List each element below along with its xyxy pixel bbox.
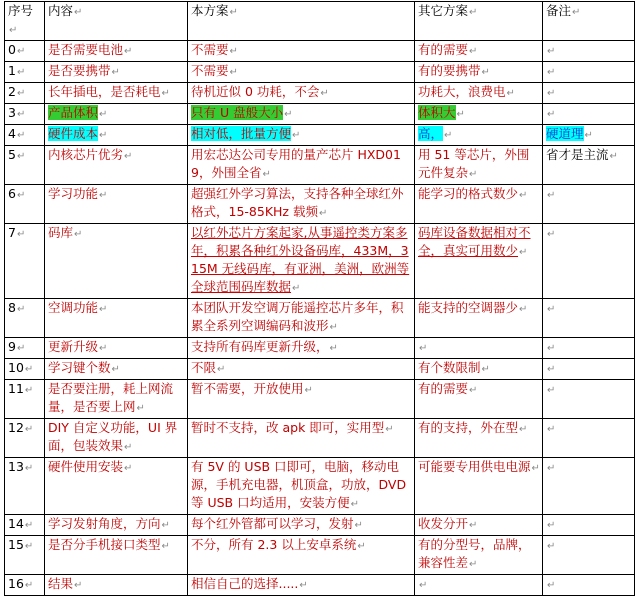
cell-text: 支持所有码库更新升级，: [191, 339, 329, 354]
cell-text: 有的需要: [418, 42, 469, 57]
table-row: [5, 104, 635, 125]
row-item: [45, 458, 188, 515]
paragraph-mark-icon: ↵: [124, 46, 133, 57]
row-other-solution: [415, 536, 543, 575]
cell-text: 7: [8, 225, 16, 240]
row-our-solution: [188, 125, 415, 146]
row-other-solution: [415, 458, 543, 515]
paragraph-mark-icon: ↵: [74, 7, 83, 18]
cell-text: 1: [8, 63, 16, 78]
row-our-solution: [188, 359, 415, 380]
table-row: [5, 185, 635, 224]
paragraph-mark-icon: ↵: [584, 130, 593, 141]
paragraph-mark-icon: ↵: [481, 364, 490, 375]
cell-text: 产品体积: [48, 105, 99, 120]
paragraph-mark-icon: ↵: [16, 304, 26, 315]
row-number: [5, 62, 45, 83]
row-item: [45, 338, 188, 359]
cell-text: 能学习的格式数少: [418, 186, 519, 201]
paragraph-mark-icon: ↵: [469, 169, 478, 180]
cell-text: 11: [8, 381, 24, 396]
row-number: [5, 536, 45, 575]
table-row: [5, 299, 635, 338]
cell-text: 是否分手机接口类型: [48, 537, 161, 552]
paragraph-mark-icon: ↵: [357, 541, 366, 552]
table-row: [5, 62, 635, 83]
paragraph-mark-icon: ↵: [136, 403, 145, 414]
paragraph-mark-icon: ↵: [519, 190, 528, 201]
row-note: [543, 41, 635, 62]
paragraph-mark-icon: ↵: [304, 385, 313, 396]
row-other-solution: [415, 338, 543, 359]
paragraph-mark-icon: ↵: [111, 364, 120, 375]
paragraph-mark-icon: ↵: [16, 130, 26, 141]
row-note: [543, 458, 635, 515]
table-row: [5, 41, 635, 62]
paragraph-mark-icon: ↵: [547, 364, 556, 375]
row-number: [5, 83, 45, 104]
paragraph-mark-icon: ↵: [469, 559, 478, 570]
row-our-solution: [188, 536, 415, 575]
paragraph-mark-icon: ↵: [16, 151, 26, 162]
cell-text: 体积大: [418, 105, 456, 120]
cell-text: 有 5V 的 USB 口即可，电脑，移动电源，手机充电器，机顶盒，功放，DVD 等 USB 口均适用，安装方便: [191, 459, 407, 510]
paragraph-mark-icon: ↵: [519, 304, 528, 315]
row-our-solution: [188, 62, 415, 83]
row-item: [45, 185, 188, 224]
cell-text: 省才是主流: [546, 147, 609, 162]
comparison-table: [4, 1, 635, 596]
row-number: [5, 146, 45, 185]
paragraph-mark-icon: ↵: [16, 229, 26, 240]
row-other-solution: [415, 41, 543, 62]
paragraph-mark-icon: ↵: [99, 343, 108, 354]
cell-text: 是否要注册，耗上网流量，是否要上网: [48, 381, 174, 414]
paragraph-mark-icon: ↵: [547, 343, 556, 354]
paragraph-mark-icon: ↵: [519, 247, 528, 258]
row-our-solution: [188, 146, 415, 185]
paragraph-mark-icon: ↵: [161, 541, 170, 552]
row-our-solution: [188, 104, 415, 125]
row-our-solution: [188, 419, 415, 458]
cell-text: 不限: [191, 360, 217, 375]
paragraph-mark-icon: ↵: [229, 67, 238, 78]
paragraph-mark-icon: ↵: [547, 463, 556, 474]
cell-text: 空调功能: [48, 300, 99, 315]
row-item: [45, 125, 188, 146]
row-item: [45, 299, 188, 338]
row-number: [5, 299, 45, 338]
row-our-solution: [188, 338, 415, 359]
cell-text: 暂不需要，开放使用: [191, 381, 304, 396]
cell-text: 只有 U 盘般大小: [191, 105, 284, 120]
paragraph-mark-icon: ↵: [24, 580, 34, 591]
cell-text: 功耗大，浪费电: [418, 84, 506, 99]
row-other-solution: [415, 62, 543, 83]
paragraph-mark-icon: ↵: [24, 364, 34, 375]
cell-text: 不需要: [191, 63, 229, 78]
row-note: [543, 62, 635, 83]
paragraph-mark-icon: ↵: [481, 67, 490, 78]
paragraph-mark-icon: ↵: [16, 109, 26, 120]
paragraph-mark-icon: ↵: [16, 88, 26, 99]
row-note: [543, 83, 635, 104]
row-other-solution: [415, 125, 543, 146]
cell-text: 15: [8, 537, 24, 552]
row-our-solution: [188, 185, 415, 224]
paragraph-mark-icon: ↵: [547, 190, 556, 201]
paragraph-mark-icon: ↵: [99, 109, 108, 120]
table-header-row: [5, 2, 635, 41]
cell-text: 结果: [48, 576, 74, 591]
row-number: [5, 224, 45, 299]
paragraph-mark-icon: ↵: [547, 229, 556, 240]
cell-text: 用 51 等芯片，外围元件复杂: [418, 147, 530, 180]
table-row: [5, 224, 635, 299]
cell-text: 超强红外学习算法，支持各种全球红外格式，15-85KHz 载频: [191, 186, 404, 219]
row-item: [45, 359, 188, 380]
paragraph-mark-icon: ↵: [16, 46, 26, 57]
paragraph-mark-icon: ↵: [99, 304, 108, 315]
paragraph-mark-icon: ↵: [161, 88, 170, 99]
table-row: [5, 575, 635, 596]
row-item: [45, 575, 188, 596]
paragraph-mark-icon: ↵: [124, 151, 133, 162]
cell-text: 内核芯片优劣: [48, 147, 124, 162]
paragraph-mark-icon: ↵: [547, 424, 556, 435]
paragraph-mark-icon: ↵: [299, 580, 308, 591]
paragraph-mark-icon: ↵: [547, 109, 556, 120]
paragraph-mark-icon: ↵: [124, 463, 133, 474]
row-our-solution: [188, 575, 415, 596]
cell-text: 码库设备数据相对不全，真实可用数少: [418, 225, 531, 258]
table-row: [5, 83, 635, 104]
cell-text: 以红外芯片方案起家,从事遥控类方案多年，积累各种红外设备码库，433M，315M 无线码库，有亚洲，美洲，欧洲等全球范围码库数据: [191, 225, 410, 294]
paragraph-mark-icon: ↵: [350, 499, 359, 510]
paragraph-mark-icon: ↵: [547, 580, 556, 591]
paragraph-mark-icon: ↵: [284, 109, 293, 120]
row-our-solution: [188, 380, 415, 419]
cell-text: DIY 自定义功能，UI 界面，包装效果: [48, 420, 178, 453]
cell-text: 有个数限制: [418, 360, 481, 375]
paragraph-mark-icon: ↵: [99, 190, 108, 201]
paragraph-mark-icon: ↵: [547, 304, 556, 315]
row-other-solution: [415, 104, 543, 125]
cell-text: 高，: [418, 126, 444, 141]
cell-text: 是否要携带: [48, 63, 111, 78]
cell-text: 10: [8, 360, 24, 375]
row-our-solution: [188, 299, 415, 338]
row-other-solution: [415, 575, 543, 596]
row-other-solution: [415, 83, 543, 104]
row-note: [543, 224, 635, 299]
row-note: [543, 575, 635, 596]
paragraph-mark-icon: ↵: [229, 46, 238, 57]
header-cell-row-our-solution: [188, 2, 415, 41]
table-row: [5, 359, 635, 380]
cell-text: 有的分型号，品牌，兼容性差: [418, 537, 531, 570]
row-item: [45, 62, 188, 83]
paragraph-mark-icon: ↵: [531, 463, 540, 474]
cell-text: 4: [8, 126, 16, 141]
row-item: [45, 515, 188, 536]
cell-text: 学习键个数: [48, 360, 111, 375]
paragraph-mark-icon: ↵: [329, 322, 338, 333]
row-number: [5, 380, 45, 419]
paragraph-mark-icon: ↵: [229, 7, 238, 18]
row-note: [543, 104, 635, 125]
cell-text: 内容: [48, 3, 74, 18]
table-row: [5, 125, 635, 146]
row-note: [543, 146, 635, 185]
row-note: [543, 185, 635, 224]
paragraph-mark-icon: ↵: [547, 46, 556, 57]
row-note: [543, 515, 635, 536]
table-row: [5, 338, 635, 359]
row-other-solution: [415, 515, 543, 536]
table-row: [5, 146, 635, 185]
cell-text: 0: [8, 42, 16, 57]
row-other-solution: [415, 359, 543, 380]
cell-text: 长年插电，是否耗电: [48, 84, 161, 99]
row-item: [45, 83, 188, 104]
paragraph-mark-icon: ↵: [292, 283, 301, 294]
paragraph-mark-icon: ↵: [318, 208, 328, 219]
table-row: [5, 380, 635, 419]
paragraph-mark-icon: ↵: [456, 109, 465, 120]
paragraph-mark-icon: ↵: [24, 463, 34, 474]
paragraph-mark-icon: ↵: [547, 541, 556, 552]
table-row: [5, 458, 635, 515]
cell-text: 用宏芯达公司专用的量产芯片 HXD019，外围全省: [191, 147, 401, 180]
row-other-solution: [415, 185, 543, 224]
row-number: [5, 104, 45, 125]
cell-text: 每个红外管都可以学习，发射: [191, 516, 354, 531]
row-number: [5, 41, 45, 62]
row-number: [5, 185, 45, 224]
row-note: [543, 299, 635, 338]
row-number: [5, 419, 45, 458]
cell-text: 序号: [8, 3, 34, 18]
paragraph-mark-icon: ↵: [16, 343, 26, 354]
cell-text: 更新升级: [48, 339, 99, 354]
paragraph-mark-icon: ↵: [24, 424, 34, 435]
cell-text: 有的需要: [418, 381, 469, 396]
cell-text: 能支持的空调器少: [418, 300, 519, 315]
cell-text: 硬道理: [546, 126, 584, 141]
paragraph-mark-icon: ↵: [469, 385, 478, 396]
row-number: [5, 575, 45, 596]
paragraph-mark-icon: ↵: [124, 442, 133, 453]
paragraph-mark-icon: ↵: [547, 520, 556, 531]
cell-text: 16: [8, 576, 24, 591]
row-item: [45, 536, 188, 575]
cell-text: 9: [8, 339, 16, 354]
paragraph-mark-icon: ↵: [161, 520, 170, 531]
row-note: [543, 359, 635, 380]
cell-text: 待机近似 0 功耗，不会: [191, 84, 320, 99]
row-item: [45, 41, 188, 62]
row-note: [543, 380, 635, 419]
paragraph-mark-icon: ↵: [329, 343, 338, 354]
table-row: [5, 536, 635, 575]
paragraph-mark-icon: ↵: [469, 46, 478, 57]
row-our-solution: [188, 515, 415, 536]
cell-text: 5: [8, 147, 16, 162]
header-cell-row-other-solution: [415, 2, 543, 41]
paragraph-mark-icon: ↵: [419, 343, 428, 354]
row-other-solution: [415, 299, 543, 338]
cell-text: 8: [8, 300, 16, 315]
paragraph-mark-icon: ↵: [609, 151, 618, 162]
cell-text: 本方案: [191, 3, 229, 18]
cell-text: 暂时不支持，改 apk 即可，实用型: [191, 420, 385, 435]
cell-text: 收发分开: [418, 516, 469, 531]
row-note: [543, 536, 635, 575]
cell-text: 硬件成本: [48, 126, 99, 141]
paragraph-mark-icon: ↵: [24, 541, 34, 552]
row-our-solution: [188, 224, 415, 299]
row-our-solution: [188, 458, 415, 515]
paragraph-mark-icon: ↵: [9, 25, 18, 36]
paragraph-mark-icon: ↵: [547, 385, 556, 396]
paragraph-mark-icon: ↵: [74, 229, 83, 240]
row-our-solution: [188, 41, 415, 62]
row-item: [45, 146, 188, 185]
cell-text: 不分，所有 2.3 以上安卓系统: [191, 537, 357, 552]
paragraph-mark-icon: ↵: [99, 130, 108, 141]
cell-text: 学习发射角度，方向: [48, 516, 161, 531]
cell-text: 相对低，批量方便: [191, 126, 292, 141]
header-cell-row-note: [543, 2, 635, 41]
row-number: [5, 359, 45, 380]
paragraph-mark-icon: ↵: [547, 88, 556, 99]
row-number: [5, 125, 45, 146]
table-row: [5, 419, 635, 458]
row-our-solution: [188, 83, 415, 104]
paragraph-mark-icon: ↵: [547, 67, 556, 78]
paragraph-mark-icon: ↵: [469, 7, 478, 18]
row-item: [45, 419, 188, 458]
cell-text: 13: [8, 459, 24, 474]
cell-text: 2: [8, 84, 16, 99]
cell-text: 本团队开发空调万能遥控芯片多年，积累全系列空调编码和波形: [191, 300, 404, 333]
row-note: [543, 125, 635, 146]
row-number: [5, 515, 45, 536]
paragraph-mark-icon: ↵: [444, 130, 453, 141]
paragraph-mark-icon: ↵: [292, 130, 301, 141]
paragraph-mark-icon: ↵: [519, 424, 528, 435]
paragraph-mark-icon: ↵: [16, 67, 26, 78]
cell-text: 是否需要电池: [48, 42, 124, 57]
paragraph-mark-icon: ↵: [469, 520, 478, 531]
paragraph-mark-icon: ↵: [506, 88, 515, 99]
row-number: [5, 338, 45, 359]
paragraph-mark-icon: ↵: [320, 88, 329, 99]
cell-text: 备注: [546, 3, 572, 18]
paragraph-mark-icon: ↵: [74, 580, 83, 591]
row-item: [45, 104, 188, 125]
cell-text: 不需要: [191, 42, 229, 57]
paragraph-mark-icon: ↵: [217, 364, 226, 375]
header-cell-row-item: [45, 2, 188, 41]
paragraph-mark-icon: ↵: [24, 385, 34, 396]
row-number: [5, 458, 45, 515]
cell-text: 相信自己的选择.....: [191, 576, 299, 591]
cell-text: 码库: [48, 225, 74, 240]
cell-text: 有的支持，外在型: [418, 420, 519, 435]
cell-text: 3: [8, 105, 16, 120]
cell-text: 12: [8, 420, 24, 435]
paragraph-mark-icon: ↵: [354, 520, 363, 531]
cell-text: 14: [8, 516, 24, 531]
paragraph-mark-icon: ↵: [24, 520, 34, 531]
cell-text: 其它方案: [418, 3, 469, 18]
row-item: [45, 380, 188, 419]
cell-text: 6: [8, 186, 16, 201]
cell-text: 硬件使用安装: [48, 459, 124, 474]
row-other-solution: [415, 419, 543, 458]
paragraph-mark-icon: ↵: [572, 7, 581, 18]
table-row: [5, 515, 635, 536]
paragraph-mark-icon: ↵: [16, 190, 26, 201]
paragraph-mark-icon: ↵: [111, 67, 120, 78]
paragraph-mark-icon: ↵: [385, 424, 394, 435]
cell-text: 可能要专用供电电源: [418, 459, 531, 474]
cell-text: 学习功能: [48, 186, 99, 201]
paragraph-mark-icon: ↵: [419, 580, 428, 591]
row-note: [543, 419, 635, 458]
row-note: [543, 338, 635, 359]
header-cell-row-number: [5, 2, 45, 41]
row-other-solution: [415, 380, 543, 419]
row-item: [45, 224, 188, 299]
row-other-solution: [415, 146, 543, 185]
cell-text: 有的要携带: [418, 63, 481, 78]
row-other-solution: [415, 224, 543, 299]
paragraph-mark-icon: ↵: [262, 169, 271, 180]
